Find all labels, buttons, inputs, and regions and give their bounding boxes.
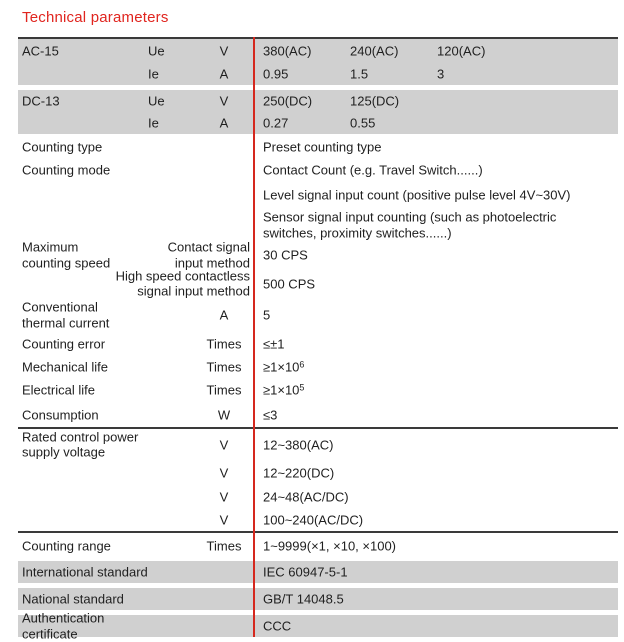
- table-row: [18, 62, 618, 85]
- param-label: Electrical life: [22, 382, 95, 398]
- param-unit: V: [219, 489, 229, 505]
- param-value: 100~240(AC/DC): [263, 512, 364, 527]
- param-unit: V: [219, 93, 229, 109]
- table-row: [18, 39, 618, 62]
- param-value: 240(AC): [350, 43, 399, 58]
- param-values: [263, 94, 437, 109]
- param-label: Counting range: [22, 537, 111, 553]
- param-unit: Times: [206, 538, 242, 553]
- param-value: ≤3: [263, 407, 278, 422]
- value-exponent: 5: [299, 382, 305, 393]
- table-row-mechanical-life: [18, 355, 618, 378]
- param-value: 30 CPS: [263, 247, 308, 263]
- param-label: Consumption: [22, 406, 99, 422]
- red-column-divider: [253, 37, 255, 637]
- param-sublabel: High speed contactless signal input method: [115, 268, 250, 299]
- param-label: National standard: [22, 591, 124, 607]
- param-value: 5: [263, 307, 271, 323]
- param-label: International standard: [22, 564, 148, 580]
- param-value: 24~48(AC/DC): [263, 489, 349, 505]
- param-value: Sensor signal input counting (such as photoelectric switches, proximity switches......): [263, 209, 557, 240]
- param-value: 250(DC): [263, 93, 313, 109]
- param-unit: V: [219, 465, 229, 481]
- param-values: [263, 43, 524, 58]
- table-row: [18, 112, 618, 134]
- table-row-max-speed-contact: [18, 241, 618, 269]
- param-symbol: Ie: [148, 66, 159, 81]
- param-unit: V: [219, 512, 229, 527]
- param-label: Mechanical life: [22, 358, 108, 374]
- param-value: Contact Count (e.g. Travel Switch......): [263, 162, 483, 178]
- table-row-rated-voltage-3: [18, 486, 618, 508]
- table-row-rated-voltage-4: [18, 508, 618, 531]
- table-row-consumption: [18, 402, 618, 427]
- value-exponent: 6: [299, 359, 305, 369]
- param-value: 500 CPS: [263, 276, 316, 291]
- param-label: AC-15: [22, 42, 59, 58]
- param-value: 125(DC): [350, 93, 400, 109]
- param-label: Authentication certificate: [22, 610, 105, 641]
- param-value: GB/T 14048.5: [263, 591, 344, 607]
- value-base: ≥1×10: [263, 382, 300, 398]
- param-label: Counting error: [22, 335, 106, 351]
- param-value: 120(AC): [437, 43, 486, 58]
- param-unit: V: [219, 43, 229, 58]
- param-value: Preset counting type: [263, 139, 382, 154]
- table-row-counting-error: [18, 332, 618, 355]
- section-title: Technical parameters: [22, 9, 169, 26]
- table-row-counting-mode-sensor: [18, 209, 618, 241]
- technical-parameters-table: [18, 37, 618, 641]
- param-unit: A: [219, 66, 229, 81]
- table-row-max-speed-contactless: [18, 269, 618, 298]
- param-value: ≤±1: [263, 336, 285, 351]
- table-row-national-standard: [18, 588, 618, 610]
- param-value: 380(AC): [263, 43, 312, 58]
- param-unit: A: [219, 307, 229, 323]
- table-row-international-standard: [18, 561, 618, 583]
- param-unit: Times: [206, 359, 242, 374]
- param-value: 12~220(DC): [263, 465, 335, 481]
- param-sublabel: Contact signal input method: [167, 239, 250, 270]
- param-symbol: Ie: [148, 115, 159, 131]
- table-row-rated-voltage-2: [18, 460, 618, 486]
- table-row-thermal-current: [18, 298, 618, 332]
- table-row-counting-mode: [18, 159, 618, 181]
- param-value: Level signal input count (positive pulse level 4V~30V): [263, 187, 571, 203]
- param-value: 12~380(AC): [263, 437, 334, 452]
- param-symbol: Ue: [148, 93, 165, 109]
- param-value: 1~9999(×1, ×10, ×100): [263, 538, 397, 553]
- param-value: 0.27: [263, 115, 289, 131]
- param-unit: V: [219, 437, 229, 452]
- param-label: Conventional thermal current: [22, 299, 110, 330]
- param-value: 0.95: [263, 66, 289, 81]
- param-unit: Times: [206, 382, 242, 398]
- param-label: Rated control power supply voltage: [22, 429, 139, 460]
- value-base: ≥1×10: [263, 359, 300, 374]
- param-value: CCC: [263, 618, 292, 634]
- row-group-ac15: [18, 39, 618, 85]
- param-value: [263, 359, 304, 374]
- table-row-counting-type: [18, 134, 618, 159]
- param-unit: Times: [206, 336, 242, 351]
- table-row-authentication-certificate: [18, 610, 618, 641]
- table-row-rated-voltage-1: [18, 429, 618, 460]
- param-unit: A: [219, 115, 229, 131]
- param-value: 1.5: [350, 66, 369, 81]
- param-label: Maximum counting speed: [22, 239, 111, 270]
- table-row: [18, 90, 618, 112]
- param-value: [263, 383, 304, 398]
- param-value: 3: [437, 66, 445, 81]
- row-group-dc13: [18, 90, 618, 134]
- param-values: [263, 116, 437, 131]
- param-label: Counting mode: [22, 162, 111, 178]
- param-unit: W: [217, 407, 231, 422]
- param-values: [263, 66, 524, 81]
- param-label: DC-13: [22, 93, 60, 109]
- param-symbol: Ue: [148, 43, 165, 58]
- table-row-counting-range: [18, 533, 618, 558]
- param-value: IEC 60947-5-1: [263, 564, 348, 580]
- table-row-electrical-life: [18, 378, 618, 402]
- param-value: 0.55: [350, 115, 376, 131]
- param-label: Counting type: [22, 138, 103, 154]
- table-row-counting-mode-level: [18, 181, 618, 209]
